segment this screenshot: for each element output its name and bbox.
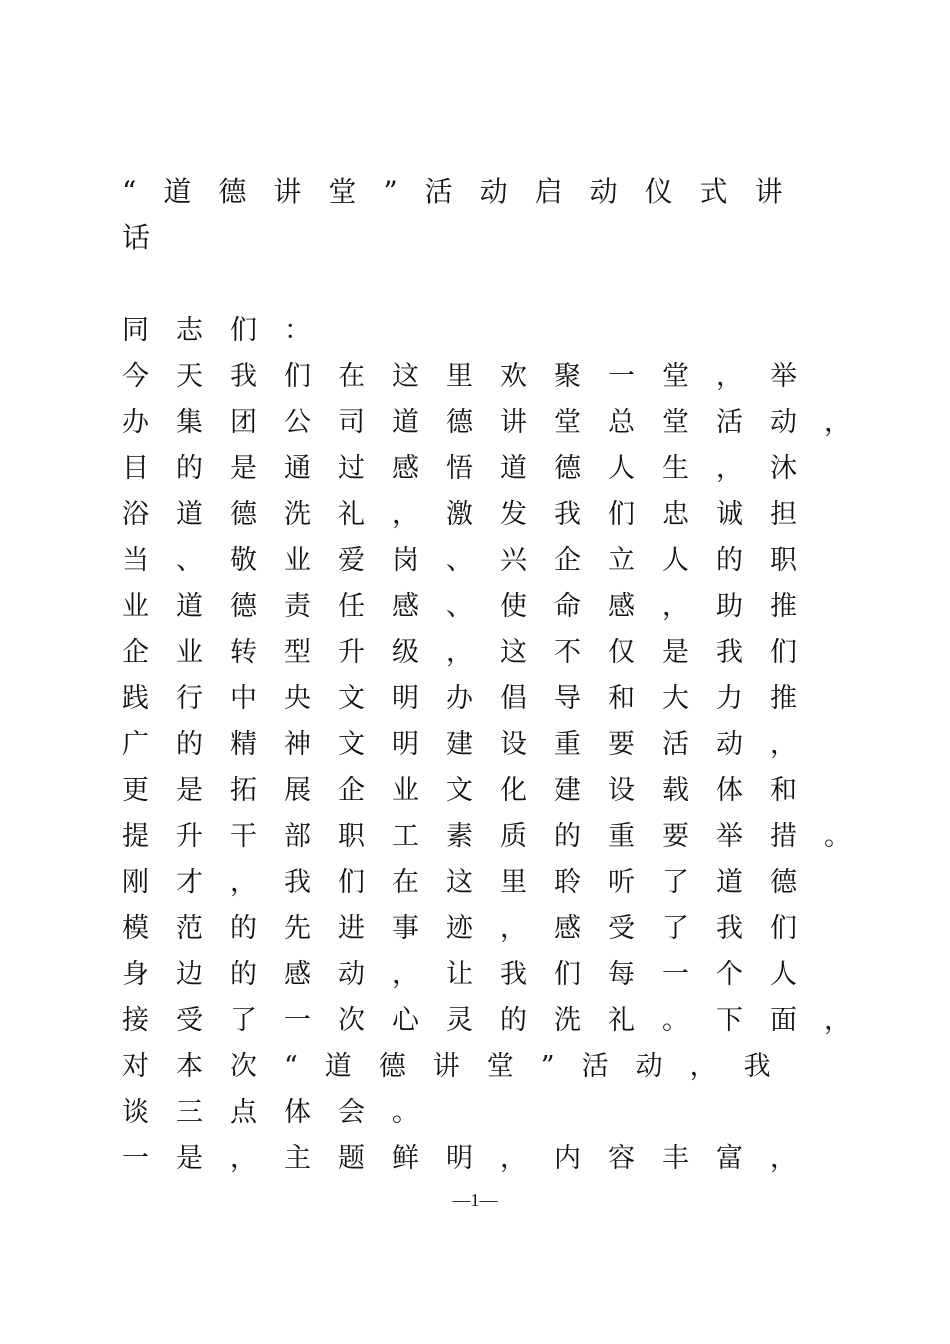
body-line-15: 接受了一次心灵的洗礼。下面， [122,1005,878,1036]
body-line-4: 浴道德洗礼，激发我们忠诚担 [122,499,824,530]
body-line-13: 模范的先进事迹，感受了我们 [122,913,824,944]
body-line-17: 谈三点体会。 [122,1097,446,1128]
body-line-7: 企业转型升级，这不仅是我们 [122,637,824,668]
body-line-9: 广的精神文明建设重要活动， [122,729,824,760]
page-number: —1— [452,1190,498,1210]
body-line-1: 今天我们在这里欢聚一堂，举 [122,361,824,392]
body-line-8: 践行中央文明办倡导和大力推 [122,683,824,714]
body-line-11: 提升干部职工素质的重要举措。 [122,821,878,852]
body-line-3: 目的是通过感悟道德人生，沐 [122,453,824,484]
body-line-12: 刚才，我们在这里聆听了道德 [122,867,824,898]
body-line-6: 业道德责任感、使命感，助推 [122,591,824,622]
title-line-1: “道德讲堂”活动启动仪式讲 [122,175,810,208]
body-line-18: 一是，主题鲜明，内容丰富， [122,1143,824,1174]
body-line-10: 更是拓展企业文化建设载体和 [122,775,824,806]
body-line-16: 对本次“道德讲堂”活动，我 [122,1051,798,1082]
title-line-2: 话 [122,221,178,254]
body-line-5: 当、敬业爱岗、兴企立人的职 [122,545,824,576]
body-line-2: 办集团公司道德讲堂总堂活动， [122,407,878,438]
body-line-14: 身边的感动，让我们每一个人 [122,959,824,990]
salutation-line: 同志们： [122,315,338,346]
